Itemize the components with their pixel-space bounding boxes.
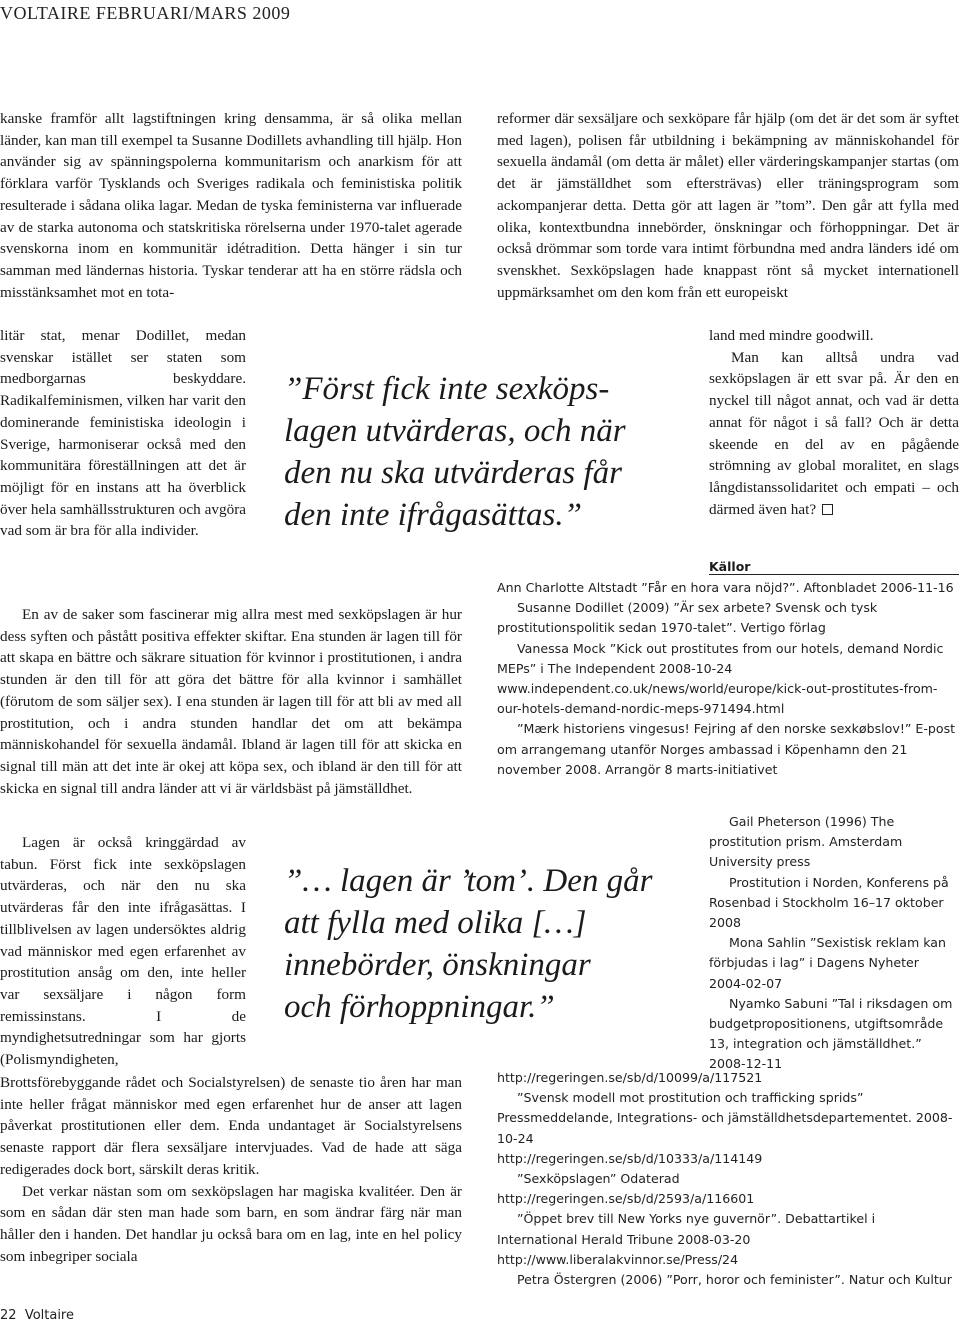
source-entry: Ann Charlotte Altstadt ”Får en hora vara nöjd?”. Aftonbladet 2006-11-16 (497, 580, 954, 595)
sources-block-bottom (497, 1068, 959, 1290)
paragraph: litär stat, menar Dodillet, medan svenskar istället ser staten som medborgarnas beskyddare. Radikalfeminismen, vilken har varit den dominerande feministiska ideologin i Sverige, harmoniserar också med den kommunitära föreställningen att det är möjligt för en instans att ha överblick över hela samhällsstrukturen och avgöra vad som är bra för alla individer. (0, 327, 246, 540)
paragraph: kanske framför allt lagstiftningen kring densamma, är så olika mellan länder, kan man till exempel ta Susanne Dodillets avhandling till hjälp. Hon använder sig av spänningspolerna kommunitarism och anarkism för att förklara varför Tysklands och Sveriges radikala och feministiska politik resulterade i sådana olika lagar. Medan de tyska feministerna var influerade av de starka autonoma och statskritiska rörelserna under 1970-talet agerade svenskorna inom en kommunitär idétradition. Detta hänger i sin tur samman med ländernas historia. Tyskar tenderar att ha en större rädsla och misstänksamhet mot en tota- (0, 110, 462, 301)
source-entry: ”Mærk historiens vingesus! Fejring af den norske sexkøbslov!” E-post om arrangemang utanför Norges ambassad i Köpenhamn den 21 november 2008. Arrangör 8 marts-initiativet (497, 721, 956, 777)
paragraph (709, 347, 959, 521)
pull-quote-1 (284, 368, 626, 536)
pull-quote-line: innebörder, önskningar (284, 947, 591, 983)
pull-quote-line: ”Först fick inte sexköps- (284, 371, 610, 407)
page-number: 22 (0, 1308, 17, 1323)
left-col-narrow (0, 325, 246, 542)
source-entry: Petra Östergren (2006) ”Porr, horor och feminister”. Natur och Kultur (517, 1272, 952, 1288)
source-entry: ”Öppet brev till New Yorks nye guvernör”. Debattartikel i International Herald Tribune 2008-03-20 (497, 1211, 876, 1247)
source-entry: Mona Sahlin ”Sexistisk reklam kan förbjudas i lag” i Dagens Nyheter 2004-02-07 (709, 935, 947, 991)
left-col-bottom (0, 1072, 462, 1267)
pull-quote-line: att fylla med olika […] (284, 905, 587, 941)
source-entry: Susanne Dodillet (2009) ”Är sex arbete? Svensk och tysk prostitutionspolitik sedan 1970-talet”. Vertigo förlag (497, 600, 878, 636)
paragraph-text: Man kan alltså undra vad sexköpslagen är ett svar på. Är den en nyckel till något annat, och vad är detta annat för något i så fall? Och är detta skeende en del av en pågående strömning av global moralitet, en slags långdistanssolidaritet och empati – och därmed även hat? (709, 348, 959, 518)
left-col-top (0, 108, 462, 303)
paragraph: Brottsförebyggande rådet och Socialstyrelsen) de senaste tio åren har man inte heller frågat människor med egen erfarenhet hur de anser att lagen påverkat prostitutionen eller dem. Enda undantaget är Socialstyrelsens senaste rapport där flera sexsäljare intervjuades. Vad de hade att säga redigerades dock bort, särskilt deras kritik. (0, 1074, 462, 1178)
right-col-top (497, 108, 959, 303)
pull-quote-line: ”… lagen är ’tom’. Den går (284, 863, 653, 899)
source-entry: ”Sexköpslagen” Odaterad (517, 1171, 680, 1187)
page-footer (0, 1308, 74, 1323)
sources-block-narrow (709, 812, 959, 1075)
source-entry: Gail Pheterson (1996) The prostitution prism. Amsterdam University press (709, 814, 903, 870)
pull-quote-line: och förhoppningar.” (284, 989, 555, 1025)
source-entry: www.independent.co.uk/news/world/europe/kick-out-prostitutes-from-our-hotels-demand-nordic-meps-971494.html (497, 681, 938, 717)
left-col-narrow-2 (0, 832, 246, 1071)
source-entry: ”Svensk modell mot prostitution och trafficking sprids” Pressmeddelande, Integrations- och jämställdhetsdepartementet. 2008-10-24 (497, 1090, 953, 1146)
source-link[interactable]: http://regeringen.se/sb/d/2593/a/116601 (497, 1191, 755, 1207)
pull-quote-line: den inte ifrågasättas.” (284, 497, 582, 533)
running-head: VOLTAIRE FEBRUARI/MARS 2009 (0, 3, 291, 23)
paragraph: land med mindre goodwill. (709, 327, 874, 344)
right-col-narrow (709, 325, 959, 520)
source-link[interactable]: http://regeringen.se/sb/d/10099/a/117521 (497, 1070, 763, 1085)
source-entry: Prostitution i Norden, Konferens på Rosenbad i Stockholm 16–17 oktober 2008 (709, 874, 949, 931)
pull-quote-2 (284, 860, 653, 1028)
left-col-mid (0, 604, 462, 799)
paragraph: Det verkar nästan som om sexköpslagen har magiska kvalitéer. Den är som en sådan där sten man hade som barn, en som ändrar färg när man håller den i handen. Det handlar ju också bara om en lag, inte en hel policy som inbegriper sociala (0, 1182, 462, 1265)
paragraph: Lagen är också kringgärdad av tabun. Först fick inte sexköpslagen utvärderas, och när den nu ska utvärderas får den inte ifrågasättas. I tillblivelsen av lagen undersöktes aldrig vad människor med egen erfarenhet av prostitution ansåg om den, inte heller var sexsäljare i någon form remissinstans. I de myndighetsutredningar som har gjorts (Polismyndigheten, (0, 834, 246, 1069)
magazine-name: Voltaire (24, 1308, 74, 1323)
source-link[interactable]: http://www.liberalakvinnor.se/Press/24 (497, 1251, 739, 1267)
pull-quote-line: lagen utvärderas, och när (284, 413, 626, 449)
paragraph: En av de saker som fascinerar mig allra mest med sexköpslagen är hur dess syften och påstått positiva effekter skiftar. Ena stunden är lagen till för att skapa en bättre och säkrare situation för kvinnor i prostitutionen, i andra stunden är den till för att göra det bättre för alla kvinnor i samhället (förutom de som säljer sex). I ena stunden är lagen till för att bli av med all prostitution, och i andra stunden handlar det om att bekämpa människohandel för sexuella ändamål. Ibland är lagen till för att skicka en signal till män att det inte är okej att köpa sex, och ibland är den till för att skicka en signal till andra länder att vi är världsbäst på jämställdhet. (0, 606, 462, 797)
source-link[interactable]: http://regeringen.se/sb/d/10333/a/114149 (497, 1150, 763, 1166)
source-entry: Vanessa Mock ”Kick out prostitutes from our hotels, demand Nordic MEPs” i The Independent 2008-10-24 (497, 640, 944, 676)
sources-block-wide (497, 578, 959, 780)
sources-title-wrap (709, 556, 959, 575)
pull-quote-line: den nu ska utvärderas får (284, 455, 622, 491)
end-mark-icon (822, 504, 833, 515)
paragraph: reformer där sexsäljare och sexköpare får hjälp (om det är det som är syftet med lagen), polisen får utbildning i bekämpning av människohandel för sexuella ändamål (om detta är målet) eller värderingskampanjer startas (om det är jämställdhet som eftersträvas) eller träningsprogram som ackompanjerar detta. Detta gör att lagen är ”tom”. Den går att fylla med olika, kontextbundna innebörder, önskningar och förhoppningar. Det är också drömmar som torde vara intimt förbundna med andra länders idé om svenskhet. Sexköpslagen hade knappast rönt så mycket internationell uppmärksamhet om den kom från ett europeiskt (497, 110, 959, 301)
source-entry: Nyamko Sabuni ”Tal i riksdagen om budgetpropositionens, utgiftsområde 13, integration och jämställdhet.” 2008-12-11 (709, 995, 953, 1072)
sources-title: Källor (709, 559, 751, 574)
